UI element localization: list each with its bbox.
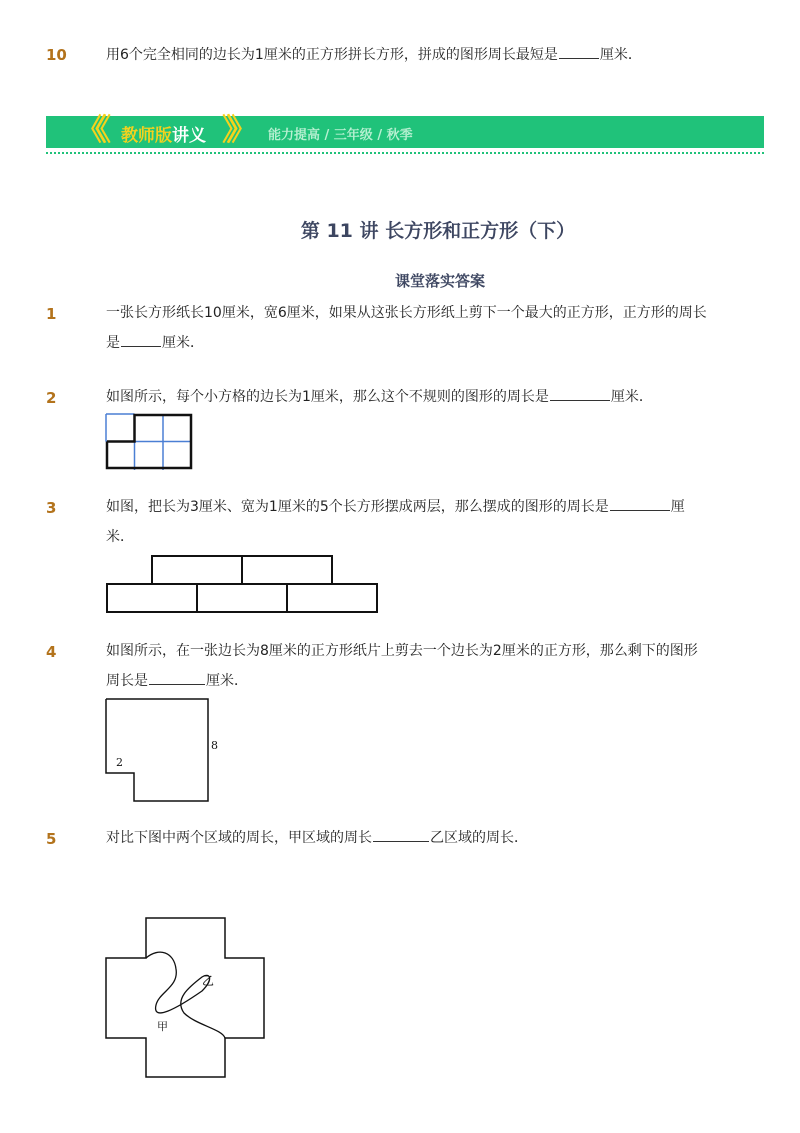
- question-text-part: 一张长方形纸长10厘米，宽6厘米，如果从这张长方形纸上剪下一个最大的正方形，正方形的周长: [106, 305, 707, 321]
- cross-figure: [104, 917, 268, 1081]
- question-number: 2: [46, 389, 57, 407]
- figure-outline: [106, 918, 264, 1077]
- rectangle: [197, 584, 287, 612]
- question-text-part: 周长是: [106, 673, 148, 689]
- section-title: 课堂落实答案: [394, 272, 485, 290]
- question-text-part: 厘米．: [610, 389, 653, 405]
- rectangle: [152, 556, 242, 584]
- lecture-title: 第 11 讲 长方形和正方形（下）: [300, 220, 576, 242]
- answer-blank[interactable]: [559, 44, 599, 59]
- region-label-yi: 乙: [202, 974, 215, 988]
- question-text-part: 米．: [106, 529, 134, 545]
- answer-blank[interactable]: [610, 496, 670, 511]
- answer-blank[interactable]: [550, 386, 610, 401]
- rectangle: [107, 584, 197, 612]
- question-text-part: 乙区域的周长．: [430, 830, 528, 846]
- banner-divider: [46, 152, 764, 154]
- answer-blank[interactable]: [121, 332, 161, 347]
- question-text-part: 厘: [670, 499, 685, 515]
- grid-figure: [106, 414, 194, 472]
- cut-length-label: 2: [116, 756, 123, 769]
- question-text: [106, 40, 726, 70]
- banner-title: [121, 121, 206, 146]
- side-length-label: 8: [211, 739, 218, 752]
- question-text-part: 如图所示，每个小方格的边长为1厘米，那么这个不规则的图形的周长是: [106, 389, 549, 405]
- question-text: [106, 636, 726, 696]
- double-chevron-left-icon: 《《: [76, 113, 101, 148]
- banner-subtitle: 能力提高 / 三年级 / 秋季: [268, 128, 413, 143]
- banner-title-part: 讲义: [172, 126, 206, 146]
- question-text-part: 厘米．: [206, 673, 248, 689]
- question-number: 10: [46, 46, 67, 64]
- question-text-part: 厘米．: [162, 335, 204, 351]
- question-text-part: 厘米．: [599, 47, 642, 63]
- question-number: 3: [46, 499, 57, 517]
- banner-title-part: 教师版: [121, 126, 172, 146]
- question-text-part: 如图，把长为3厘米、宽为1厘米的5个长方形摆成两层，那么摆成的图形的周长是: [106, 499, 609, 515]
- question-text-part: 用6个完全相同的边长为1厘米的正方形拼长方形，拼成的图形周长最短是: [106, 47, 558, 63]
- question-text: [106, 823, 726, 853]
- question-text-part: 是: [106, 335, 120, 351]
- question-number: 5: [46, 830, 57, 848]
- question-number: 1: [46, 305, 57, 323]
- question-text-part: 对比下图中两个区域的周长，甲区域的周长: [106, 830, 372, 846]
- question-text: [106, 382, 726, 412]
- question-text: [106, 492, 726, 552]
- rectangles-figure: [106, 555, 380, 615]
- answer-blank[interactable]: [373, 827, 429, 842]
- question-text: [106, 298, 726, 358]
- cut-square-figure: [105, 698, 230, 804]
- answer-blank[interactable]: [149, 670, 205, 685]
- rectangle: [242, 556, 332, 584]
- question-number: 4: [46, 643, 57, 661]
- figure-outline: [106, 699, 208, 801]
- double-chevron-right-icon: 》》: [222, 113, 247, 148]
- region-label-jia: 甲: [157, 1020, 168, 1033]
- rectangle: [287, 584, 377, 612]
- question-text-part: 如图所示，在一张边长为8厘米的正方形纸片上剪去一个边长为2厘米的正方形，那么剩下的图形: [106, 643, 698, 659]
